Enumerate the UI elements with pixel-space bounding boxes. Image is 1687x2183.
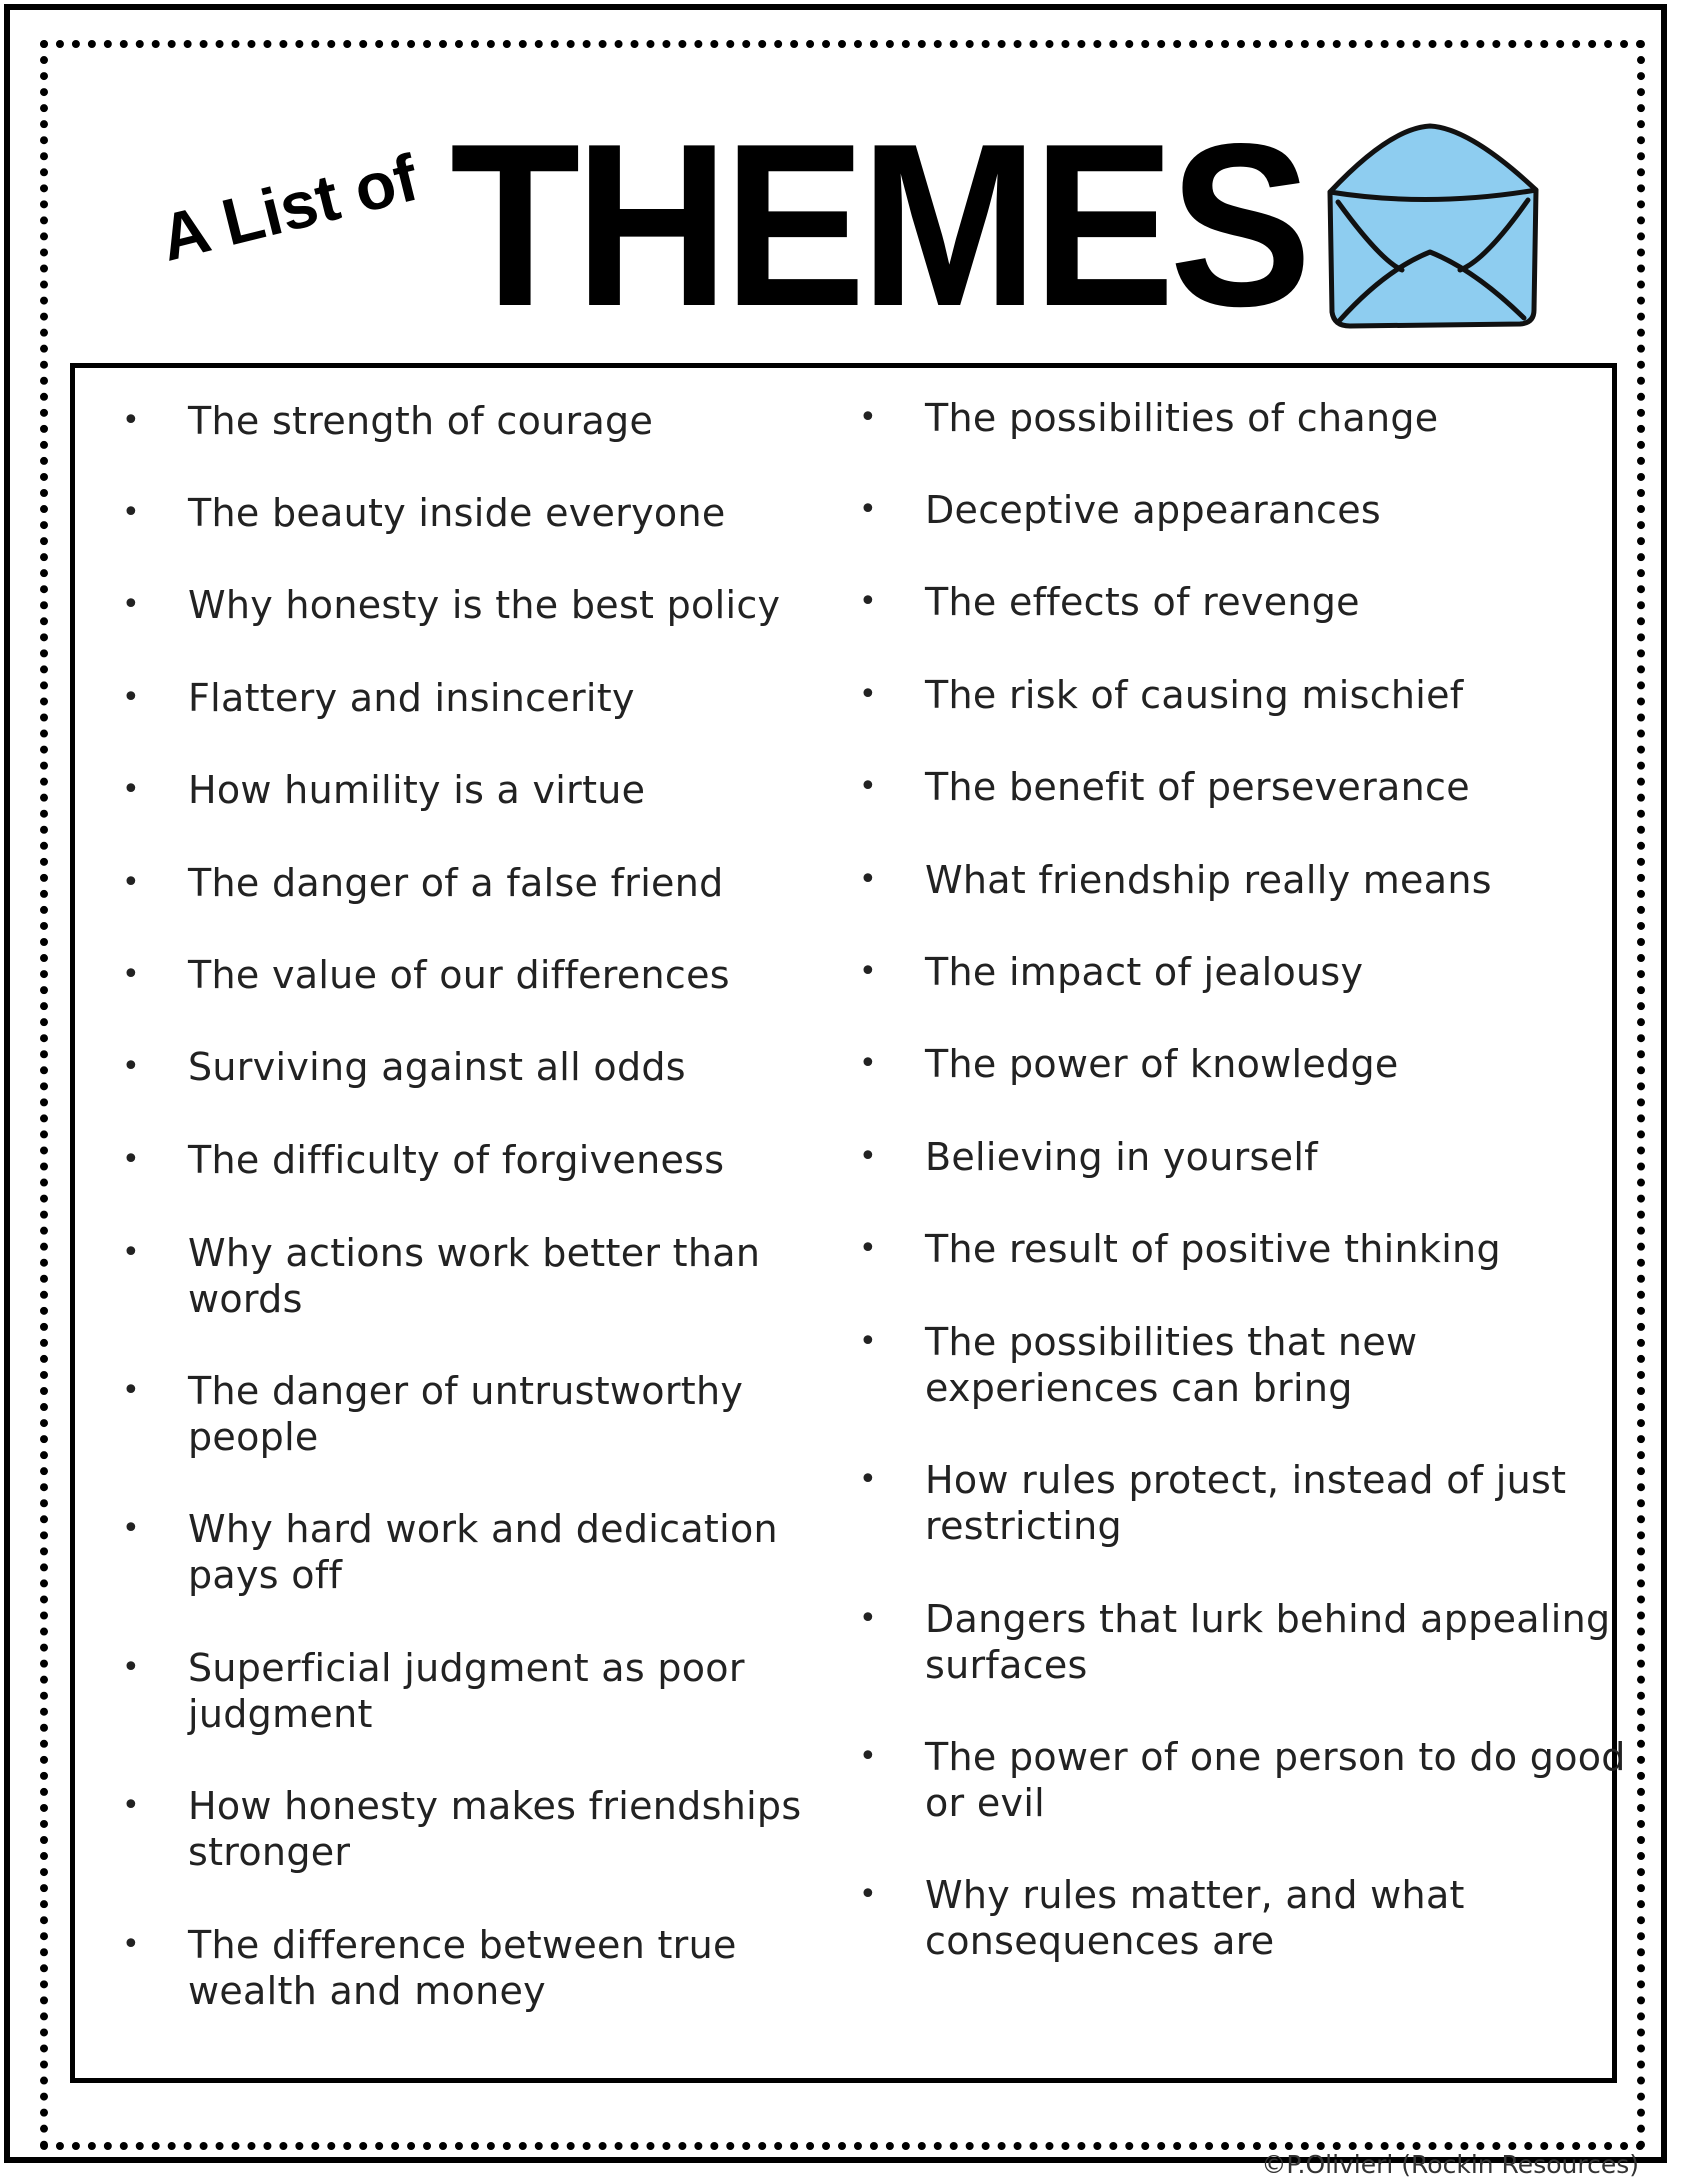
bullet: • [122, 772, 140, 807]
theme-item [855, 579, 1635, 625]
bullet: • [122, 1650, 140, 1685]
theme-item [855, 857, 1635, 903]
bullet: • [859, 400, 877, 435]
theme-item [855, 395, 1635, 441]
bullet: • [122, 680, 140, 715]
theme-item [118, 1044, 868, 1090]
theme-text: The power of knowledge [925, 1042, 1399, 1086]
theme-item [855, 1041, 1635, 1087]
bullet: • [122, 1788, 140, 1823]
bullet: • [122, 1049, 140, 1084]
theme-item [855, 487, 1635, 533]
theme-text: How rules protect, instead of just restricting [925, 1458, 1567, 1548]
theme-text: The danger of untrustworthy people [188, 1369, 744, 1459]
theme-item [118, 1230, 868, 1322]
bullet: • [859, 862, 877, 897]
theme-text: Why hard work and dedication pays off [188, 1507, 778, 1597]
bullet: • [122, 1373, 140, 1408]
theme-text: Why actions work better than words [188, 1231, 761, 1321]
theme-text: The benefit of perseverance [925, 765, 1470, 809]
theme-text: The impact of jealousy [925, 950, 1364, 994]
bullet: • [859, 1462, 877, 1497]
theme-item [855, 1226, 1635, 1272]
bullet: • [859, 1877, 877, 1912]
theme-text: Dangers that lurk behind appealing surfaces [925, 1597, 1611, 1687]
bullet: • [859, 1324, 877, 1359]
theme-text: The difficulty of forgiveness [188, 1138, 725, 1182]
theme-item [118, 952, 868, 998]
theme-text: The risk of causing mischief [925, 673, 1464, 717]
theme-text: The power of one person to do good or evil [925, 1735, 1626, 1825]
theme-item [118, 582, 868, 628]
theme-text: Believing in yourself [925, 1135, 1318, 1179]
theme-item [118, 1922, 868, 2014]
bullet: • [859, 492, 877, 527]
bullet: • [859, 769, 877, 804]
theme-text: The effects of revenge [925, 580, 1360, 624]
bullet: • [859, 584, 877, 619]
bullet: • [859, 1601, 877, 1636]
bullet: • [122, 587, 140, 622]
theme-item [118, 1783, 868, 1875]
bullet: • [122, 1235, 140, 1270]
theme-text: The difference between true wealth and money [188, 1923, 737, 2013]
bullet: • [122, 957, 140, 992]
theme-text: The danger of a false friend [188, 861, 724, 905]
theme-item [118, 490, 868, 536]
theme-item [118, 398, 868, 444]
theme-item [855, 1734, 1635, 1826]
theme-text: Superficial judgment as poor judgment [188, 1646, 745, 1736]
theme-item [118, 860, 868, 906]
theme-item [855, 1872, 1635, 1964]
copyright-footer: ©P.Olivieri (Rockin Resources) [1261, 2150, 1639, 2179]
theme-item [118, 1137, 868, 1183]
theme-item [118, 1645, 868, 1737]
theme-text: The possibilities that new experiences can bring [925, 1320, 1418, 1410]
theme-text: Why honesty is the best policy [188, 583, 781, 627]
bullet: • [122, 495, 140, 530]
bullet: • [122, 403, 140, 438]
theme-text: The beauty inside everyone [188, 491, 726, 535]
bullet: • [859, 954, 877, 989]
theme-text: What friendship really means [925, 858, 1492, 902]
theme-item [855, 764, 1635, 810]
theme-item [118, 767, 868, 813]
theme-item [855, 1134, 1635, 1180]
bullet: • [859, 677, 877, 712]
bullet: • [859, 1739, 877, 1774]
theme-item [118, 675, 868, 721]
bullet: • [859, 1046, 877, 1081]
theme-item [855, 672, 1635, 718]
theme-text: The result of positive thinking [925, 1227, 1501, 1271]
bullet: • [122, 1511, 140, 1546]
bullet: • [859, 1139, 877, 1174]
theme-item [855, 1319, 1635, 1411]
page-title: THEMES [450, 96, 1307, 355]
subtitle: A List of [153, 139, 425, 275]
theme-text: The possibilities of change [925, 396, 1439, 440]
theme-text: The value of our differences [188, 953, 730, 997]
bullet: • [122, 865, 140, 900]
theme-text: Flattery and insincerity [188, 676, 635, 720]
theme-item [855, 1596, 1635, 1688]
theme-text: How honesty makes friendships stronger [188, 1784, 802, 1874]
theme-text: How humility is a virtue [188, 768, 646, 812]
bullet: • [122, 1927, 140, 1962]
bullet: • [122, 1142, 140, 1177]
theme-item [118, 1368, 868, 1460]
theme-item [855, 949, 1635, 995]
theme-text: Surviving against all odds [188, 1045, 686, 1089]
theme-text: Why rules matter, and what consequences are [925, 1873, 1465, 1963]
theme-text: The strength of courage [188, 399, 654, 443]
theme-item [855, 1457, 1635, 1549]
theme-text: Deceptive appearances [925, 488, 1381, 532]
theme-item [118, 1506, 868, 1598]
bullet: • [859, 1231, 877, 1266]
envelope-icon [1310, 120, 1550, 335]
